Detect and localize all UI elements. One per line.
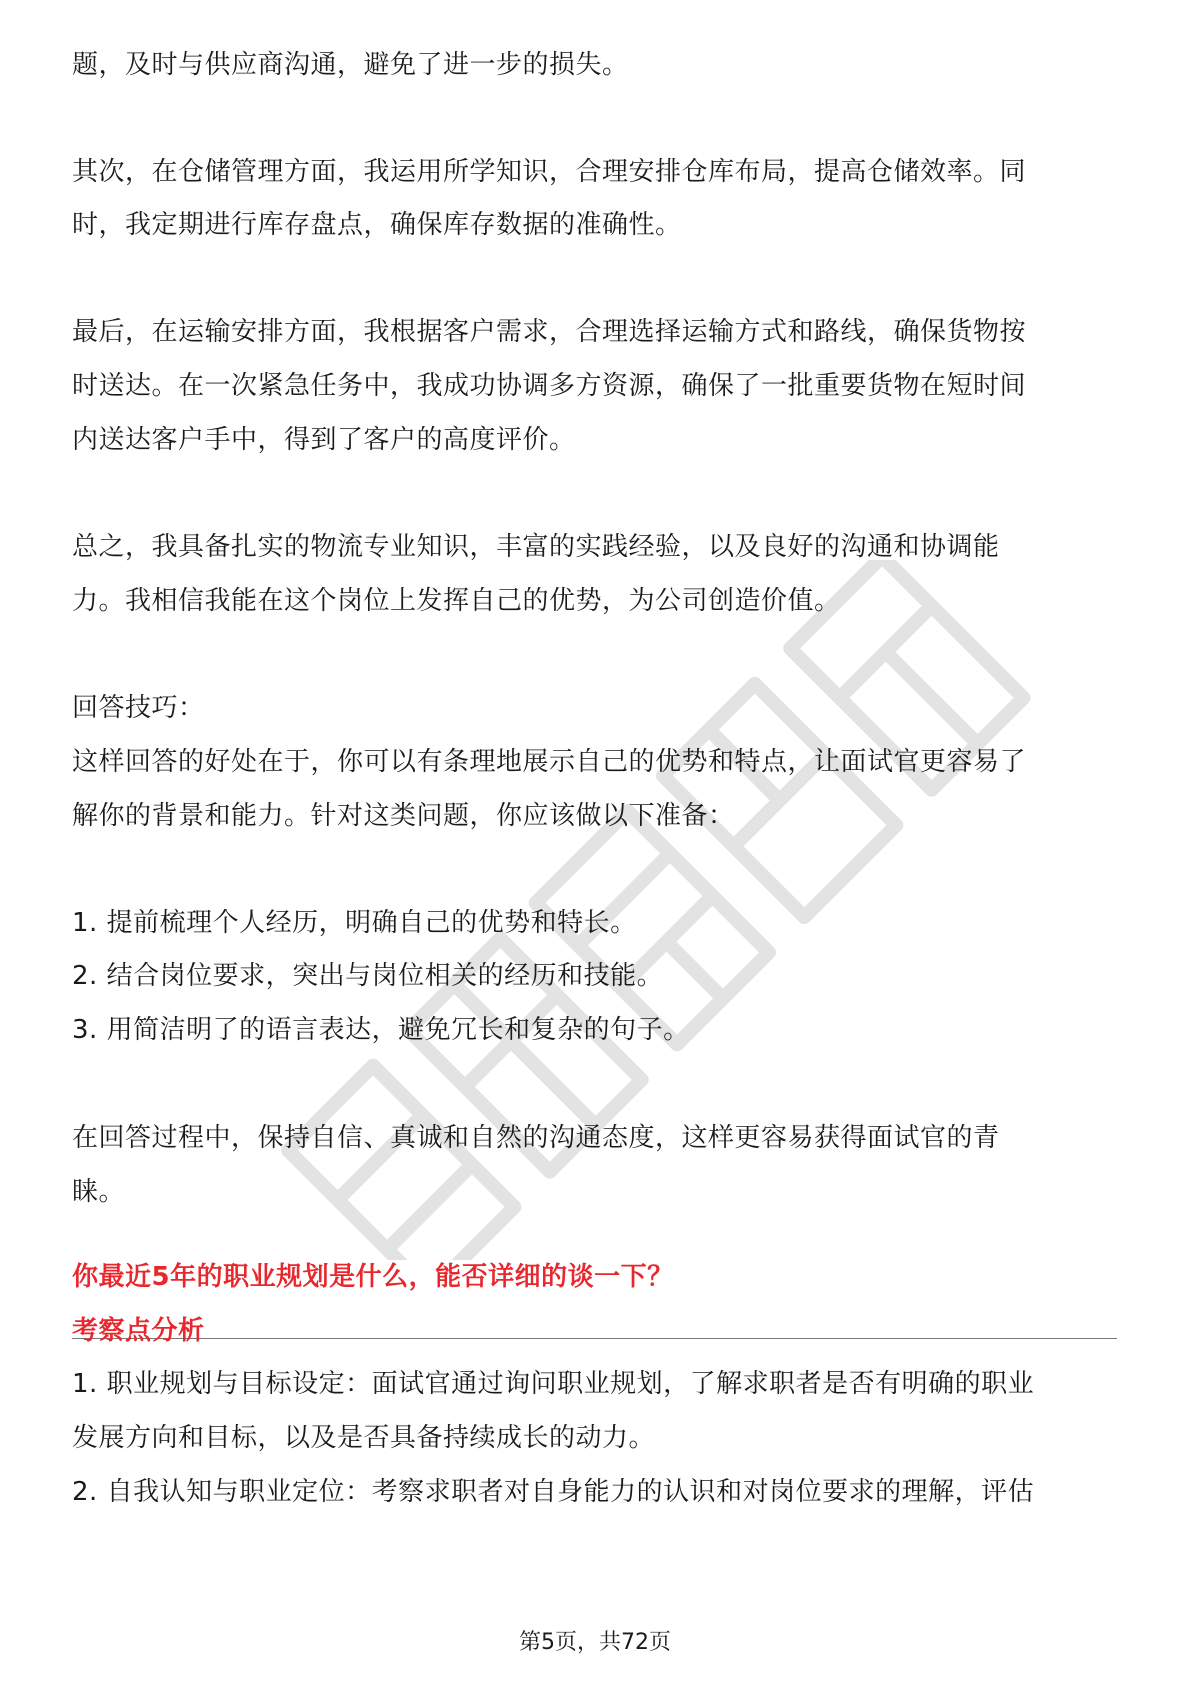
body-text-line: 解你的背景和能力。针对这类问题，你应该做以下准备： xyxy=(72,801,735,831)
analysis-line: 发展方向和目标，以及是否具备持续成长的动力。 xyxy=(72,1423,656,1453)
page-number: 第5页，共72页 xyxy=(519,1630,671,1655)
list-item: 1. 提前梳理个人经历，明确自己的优势和特长。 xyxy=(72,908,637,938)
body-text-line: 其次，在仓储管理方面，我运用所学知识，合理安排仓库布局，提高仓储效率。同 xyxy=(72,157,1027,187)
body-text-line: 在回答过程中，保持自信、真诚和自然的沟通态度，这样更容易获得面试官的青 xyxy=(72,1123,1000,1153)
analysis-line: 1. 职业规划与目标设定：面试官通过询问职业规划，了解求职者是否有明确的职业 xyxy=(72,1369,1035,1399)
answer-tips-label: 回答技巧： xyxy=(72,693,205,723)
body-text-line: 时送达。在一次紧急任务中，我成功协调多方资源，确保了一批重要货物在短时间 xyxy=(72,371,1027,401)
body-text-line: 最后，在运输安排方面，我根据客户需求，合理选择运输方式和路线，确保货物按 xyxy=(72,317,1027,347)
body-text-line: 睐。 xyxy=(72,1177,126,1207)
body-text-line: 这样回答的好处在于，你可以有条理地展示自己的优势和特点，让面试官更容易了 xyxy=(72,747,1027,777)
question-heading: 你最近5年的职业规划是什么，能否详细的谈一下？ xyxy=(72,1262,674,1292)
list-item: 2. 结合岗位要求，突出与岗位相关的经历和技能。 xyxy=(72,961,664,991)
list-item: 3. 用简洁明了的语言表达，避免冗长和复杂的句子。 xyxy=(72,1015,690,1045)
body-text-line: 力。我相信我能在这个岗位上发挥自己的优势，为公司创造价值。 xyxy=(72,586,841,616)
section-divider xyxy=(72,1338,1117,1339)
body-text-line: 内送达客户手中，得到了客户的高度评价。 xyxy=(72,425,576,455)
analysis-line: 2. 自我认知与职业定位：考察求职者对自身能力的认识和对岗位要求的理解，评估 xyxy=(72,1477,1035,1507)
analysis-heading: 考察点分析 xyxy=(72,1316,205,1346)
body-text-line: 总之，我具备扎实的物流专业知识，丰富的实践经验，以及良好的沟通和协调能 xyxy=(72,532,1000,562)
body-text-line: 题，及时与供应商沟通，避免了进一步的损失。 xyxy=(72,50,629,80)
body-text-line: 时，我定期进行库存盘点，确保库存数据的准确性。 xyxy=(72,210,682,240)
